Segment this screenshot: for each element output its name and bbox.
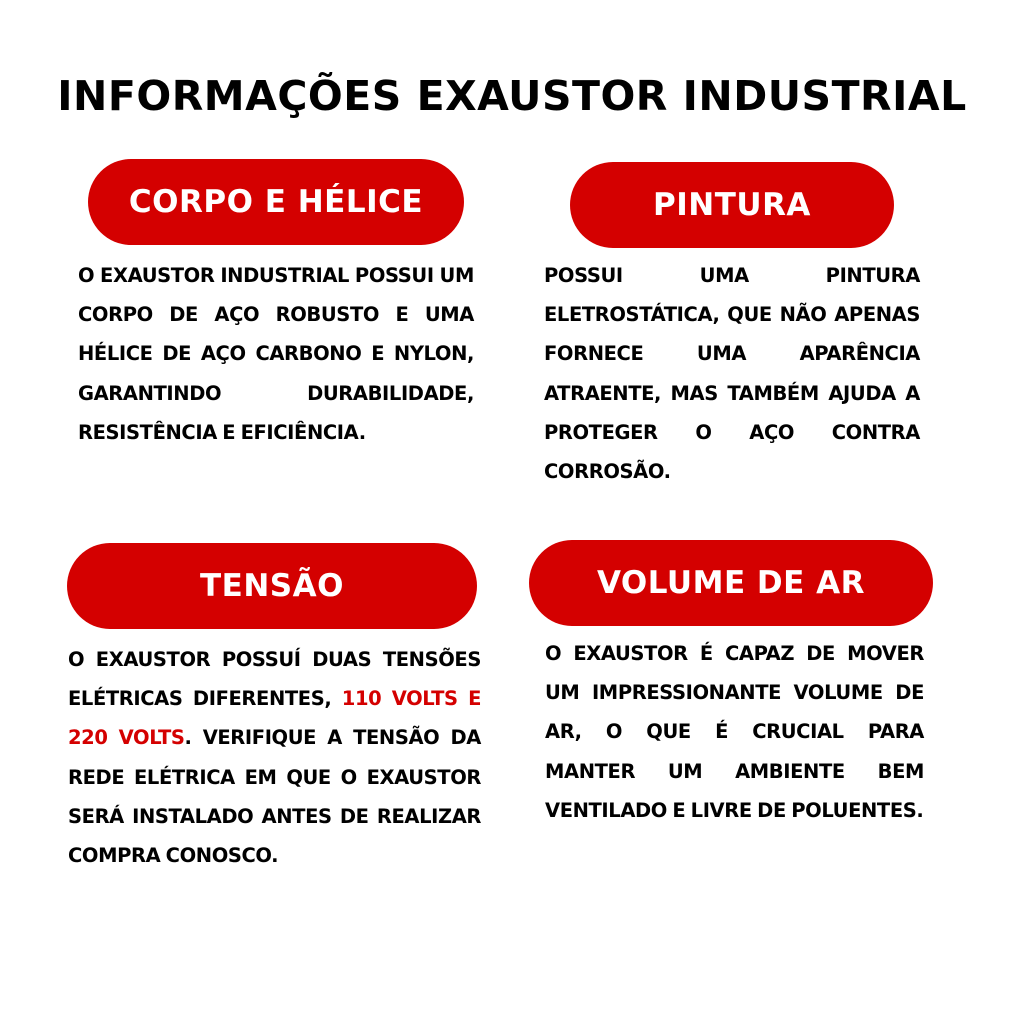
- tensao-text-intro: O EXAUSTOR POSSUÍ DUAS TENSÕES ELÉTRICAS DIFERENTES,: [68, 648, 481, 711]
- tensao-text: [68, 640, 481, 875]
- tensao-heading: TENSÃO: [67, 543, 477, 629]
- tensao-text-rest: . VERIFIQUE A TENSÃO DA REDE ELÉTRICA EM QUE O EXAUSTOR SERÁ INSTALADO ANTES DE REALIZAR COMPRA CONOSCO.: [68, 726, 481, 868]
- corpo-helice-heading: CORPO E HÉLICE: [88, 159, 464, 245]
- page-title: INFORMAÇÕES EXAUSTOR INDUSTRIAL: [57, 72, 967, 120]
- voltage-highlight: 110 VOLTS E 220 VOLTS: [68, 687, 481, 750]
- pintura-heading: PINTURA: [570, 162, 894, 248]
- corpo-helice-text: O EXAUSTOR INDUSTRIAL POSSUI UM CORPO DE AÇO ROBUSTO E UMA HÉLICE DE AÇO CARBONO E NYLON, GARANTINDO DURABILIDADE, RESISTÊNCIA E EFICIÊNCIA.: [78, 264, 474, 444]
- pintura-text: POSSUI UMA PINTURA ELETROSTÁTICA, QUE NÃO APENAS FORNECE UMA APARÊNCIA ATRAENTE, MAS TAMBÉM AJUDA A PROTEGER O AÇO CONTRA CORROSÃO.: [544, 264, 920, 484]
- volume-ar-heading: VOLUME DE AR: [529, 540, 933, 626]
- volume-ar-text: O EXAUSTOR É CAPAZ DE MOVER UM IMPRESSIONANTE VOLUME DE AR, O QUE É CRUCIAL PARA MANTER UM AMBIENTE BEM VENTILADO E LIVRE DE POLUENTES.: [545, 642, 924, 822]
